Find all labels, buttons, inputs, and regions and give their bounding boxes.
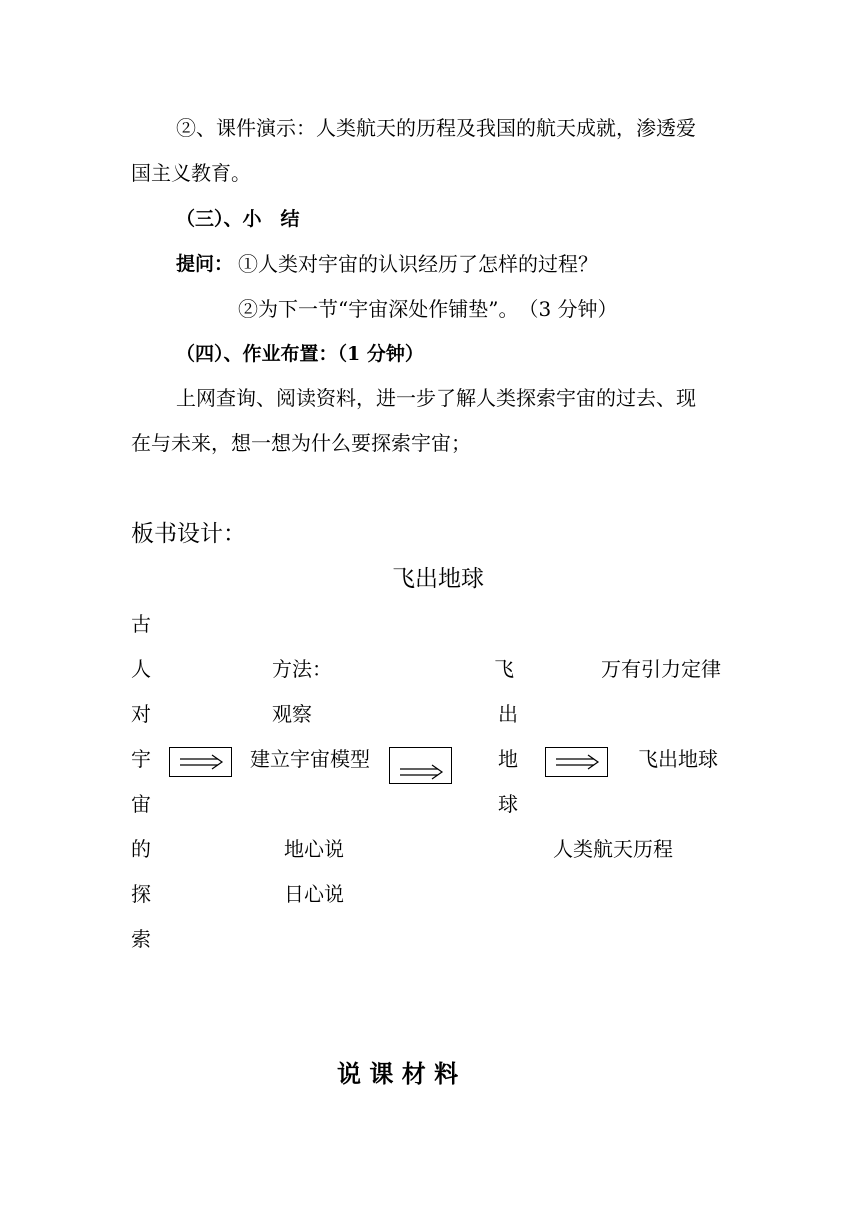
arrow-box-icon (545, 747, 608, 777)
vertical-char: 飞 (494, 657, 514, 681)
vertical-char: 对 (131, 702, 151, 726)
vertical-char: 探 (131, 882, 151, 906)
method-value: 观察 (272, 702, 312, 726)
summary-heading: （三）、小 结 (176, 208, 300, 230)
model-label: 建立宇宙模型 (250, 747, 370, 771)
fly-out-label: 飞出地球 (638, 747, 718, 771)
board-title: 飞出地球 (392, 566, 484, 592)
vertical-char: 的 (131, 837, 151, 861)
arrow-box-icon (169, 747, 232, 777)
vertical-char: 球 (498, 792, 518, 816)
question-1: ①人类对宇宙的认识经历了怎样的过程？ (238, 252, 598, 276)
paragraph-line: 在与未来，想一想为什么要探索宇宙； (131, 431, 471, 455)
method-label: 方法： (272, 657, 332, 681)
paragraph-line: ②、课件演示：人类航天的历程及我国的航天成就，渗透爱 (176, 116, 696, 140)
homework-heading: （四）、作业布置：（1 分钟） (176, 343, 424, 365)
paragraph-line: 国主义教育。 (131, 161, 251, 185)
section-title: 说 课 材 料 (337, 1059, 459, 1088)
question-2: ②为下一节“宇宙深处作铺垫”。 （3 分钟） (238, 297, 618, 321)
vertical-char: 索 (131, 927, 151, 951)
law-label: 万有引力定律 (601, 657, 721, 681)
vertical-char: 宇 (131, 747, 151, 771)
vertical-char: 宙 (131, 792, 151, 816)
paragraph-line: 上网查询、阅读资料，进一步了解人类探索宇宙的过去、现 (176, 386, 696, 410)
vertical-char: 古 (131, 612, 151, 636)
model-item: 日心说 (284, 882, 344, 906)
vertical-char: 地 (498, 747, 518, 771)
question-label: 提问： (176, 253, 234, 275)
arrow-box-icon (389, 747, 452, 784)
vertical-char: 出 (498, 702, 518, 726)
board-heading: 板书设计： (131, 521, 246, 547)
vertical-char: 人 (131, 657, 151, 681)
history-label: 人类航天历程 (553, 837, 673, 861)
model-item: 地心说 (284, 837, 344, 861)
